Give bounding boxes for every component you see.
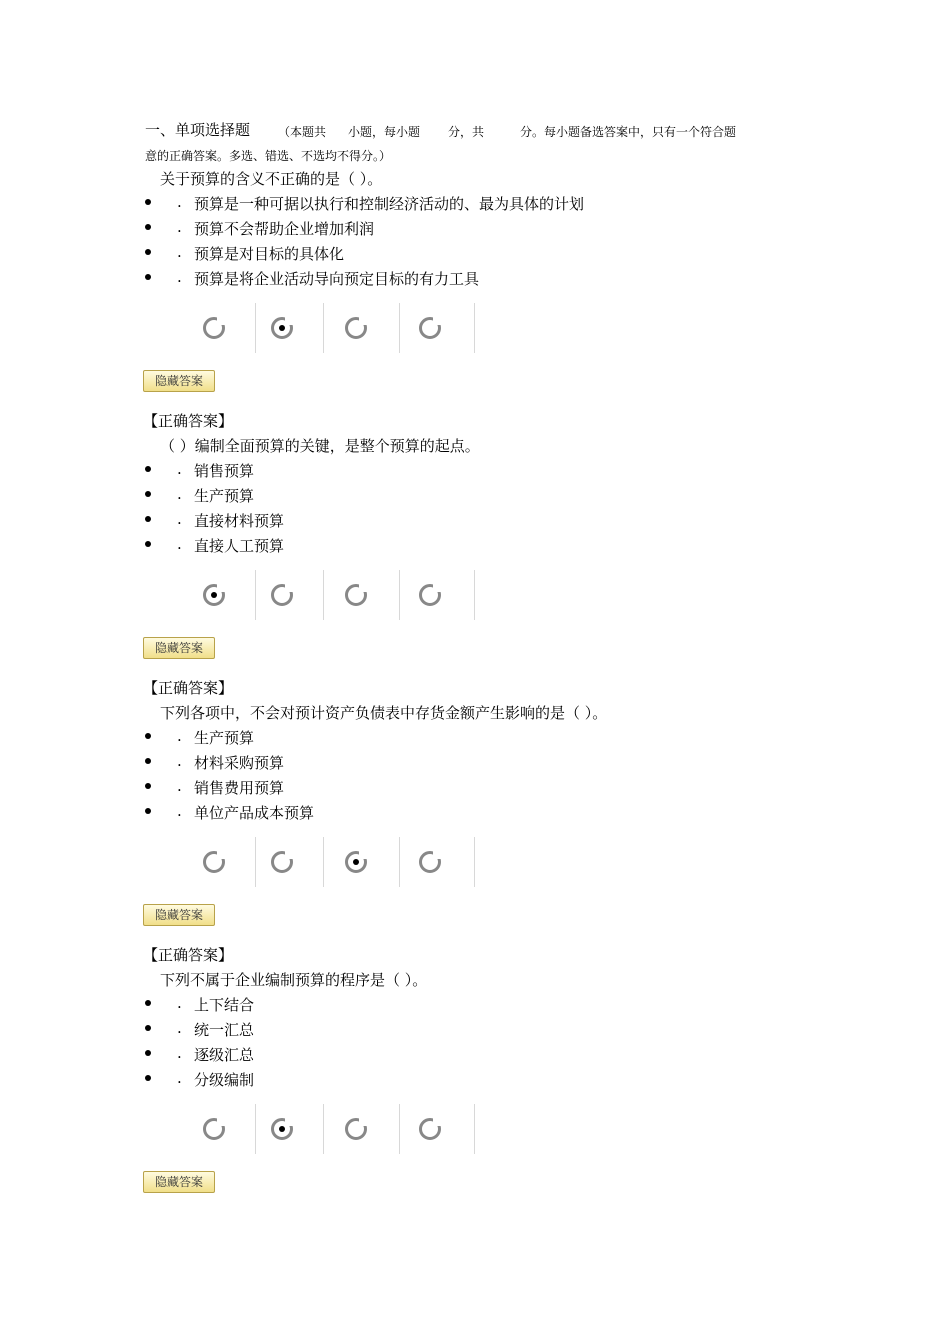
hide-answer-button[interactable]: 隐藏答案 [143, 1171, 215, 1193]
note-part: 分。每小题备选答案中，只有一个符合题 [520, 125, 737, 139]
radio-cell [255, 570, 324, 620]
option-marker: . [177, 535, 182, 553]
option-marker: . [177, 727, 182, 745]
radio-option-d[interactable] [419, 851, 441, 873]
bullet-icon [145, 758, 151, 764]
bullet-icon [145, 1075, 151, 1081]
option-marker: . [177, 752, 182, 770]
bullet-icon [145, 199, 151, 205]
radio-cell [185, 837, 256, 887]
radio-cell [323, 1104, 400, 1154]
correct-answer-label: 【正确答案】 [143, 946, 234, 964]
option-marker: . [177, 802, 182, 820]
correct-answer-label: 【正确答案】 [143, 679, 234, 697]
bullet-icon [145, 274, 151, 280]
radio-cell [185, 1104, 256, 1154]
bullet-icon [145, 466, 151, 472]
option-marker: . [177, 1069, 182, 1087]
section-title: 一、单项选择题 [145, 121, 251, 139]
option-text: 直接人工预算 [194, 537, 285, 555]
bullet-icon [145, 491, 151, 497]
radio-option-c[interactable] [345, 851, 367, 873]
radio-option-a[interactable] [203, 851, 225, 873]
note-part: 分，共 [448, 125, 485, 139]
radio-option-c[interactable] [345, 317, 367, 339]
radio-cell [255, 837, 324, 887]
bullet-icon [145, 541, 151, 547]
radio-cell [399, 570, 475, 620]
option-marker: . [177, 193, 182, 211]
bullet-icon [145, 808, 151, 814]
radio-option-d[interactable] [419, 317, 441, 339]
answer-radio-group [185, 837, 475, 887]
hide-answer-button[interactable]: 隐藏答案 [143, 904, 215, 926]
radio-cell [399, 303, 475, 353]
question-text: （ ）编制全面预算的关键，是整个预算的起点。 [160, 437, 480, 455]
bullet-icon [145, 516, 151, 522]
option-text: 单位产品成本预算 [194, 804, 315, 822]
radio-cell [255, 303, 324, 353]
option-marker: . [177, 243, 182, 261]
radio-option-a[interactable] [203, 317, 225, 339]
option-text: 销售预算 [194, 462, 255, 480]
radio-option-d[interactable] [419, 584, 441, 606]
radio-cell [255, 1104, 324, 1154]
option-text: 预算是一种可据以执行和控制经济活动的、最为具体的计划 [194, 195, 585, 213]
radio-option-b[interactable] [271, 1118, 293, 1140]
hide-answer-button[interactable]: 隐藏答案 [143, 637, 215, 659]
question-text: 下列各项中，不会对预计资产负债表中存货金额产生影响的是（ ）。 [160, 704, 608, 722]
bullet-icon [145, 1000, 151, 1006]
option-text: 预算是对目标的具体化 [194, 245, 345, 263]
radio-option-b[interactable] [271, 584, 293, 606]
option-marker: . [177, 777, 182, 795]
radio-cell [185, 570, 256, 620]
bullet-icon [145, 249, 151, 255]
radio-option-a[interactable] [203, 1118, 225, 1140]
option-text: 材料采购预算 [194, 754, 285, 772]
bullet-icon [145, 783, 151, 789]
correct-answer-label: 【正确答案】 [143, 412, 234, 430]
option-marker: . [177, 1044, 182, 1062]
bullet-icon [145, 1050, 151, 1056]
radio-cell [399, 837, 475, 887]
option-text: 逐级汇总 [194, 1046, 255, 1064]
option-text: 分级编制 [194, 1071, 255, 1089]
note-part: 小题，每小题 [348, 125, 421, 139]
answer-radio-group [185, 303, 475, 353]
option-marker: . [177, 1019, 182, 1037]
option-text: 直接材料预算 [194, 512, 285, 530]
hide-answer-button[interactable]: 隐藏答案 [143, 370, 215, 392]
question-text: 关于预算的含义不正确的是（ ）。 [160, 170, 383, 188]
option-marker: . [177, 268, 182, 286]
radio-cell [399, 1104, 475, 1154]
option-text: 生产预算 [194, 729, 255, 747]
option-text: 统一汇总 [194, 1021, 255, 1039]
answer-radio-group [185, 570, 475, 620]
option-marker: . [177, 485, 182, 503]
bullet-icon [145, 224, 151, 230]
option-text: 上下结合 [194, 996, 255, 1014]
option-marker: . [177, 510, 182, 528]
radio-option-a[interactable] [203, 584, 225, 606]
section-note [278, 123, 736, 140]
answer-radio-group [185, 1104, 475, 1154]
radio-option-c[interactable] [345, 1118, 367, 1140]
radio-option-b[interactable] [271, 851, 293, 873]
bullet-icon [145, 733, 151, 739]
radio-option-b[interactable] [271, 317, 293, 339]
radio-cell [323, 570, 400, 620]
option-text: 预算不会帮助企业增加利润 [194, 220, 375, 238]
question-text: 下列不属于企业编制预算的程序是（ ）。 [160, 971, 428, 989]
radio-cell [323, 303, 400, 353]
bullet-icon [145, 1025, 151, 1031]
radio-cell [185, 303, 256, 353]
section-note-line2: 意的正确答案。多选、错选、不选均不得分。） [145, 149, 392, 163]
option-marker: . [177, 460, 182, 478]
radio-cell [323, 837, 400, 887]
option-text: 预算是将企业活动导向预定目标的有力工具 [194, 270, 480, 288]
option-marker: . [177, 218, 182, 236]
radio-option-c[interactable] [345, 584, 367, 606]
option-marker: . [177, 994, 182, 1012]
option-text: 销售费用预算 [194, 779, 285, 797]
option-text: 生产预算 [194, 487, 255, 505]
note-part: （本题共 [278, 125, 327, 139]
radio-option-d[interactable] [419, 1118, 441, 1140]
